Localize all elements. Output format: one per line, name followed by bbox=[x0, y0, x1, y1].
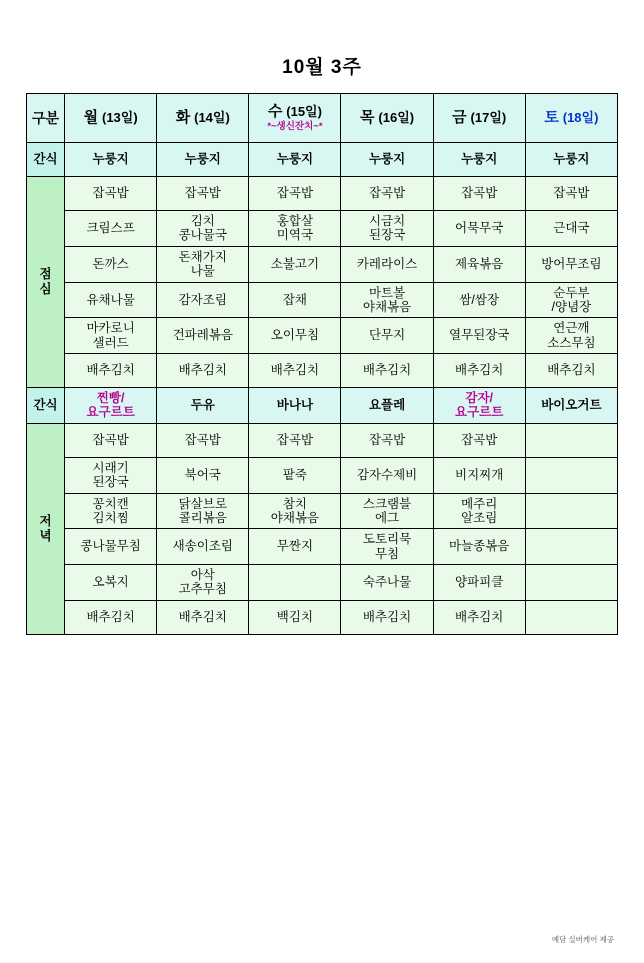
dinner-cell-4-4: 양파피클 bbox=[433, 565, 525, 601]
lunch-cell-5-3: 배추김치 bbox=[341, 354, 433, 388]
dinner-cell-2-3: 스크램블 에그 bbox=[341, 493, 433, 529]
dinner-cell-3-1: 새송이조림 bbox=[157, 529, 249, 565]
lunch-cell-4-4: 열무된장국 bbox=[433, 318, 525, 354]
lunch-cell-0-2: 잡곡밥 bbox=[249, 177, 341, 211]
lunch-cell-2-5: 방어무조림 bbox=[525, 246, 617, 282]
dinner-cell-5-0: 배추김치 bbox=[65, 600, 157, 634]
footer-credit: 예담 실버케어 제공 bbox=[551, 935, 614, 944]
dinner-cell-1-5 bbox=[525, 457, 617, 493]
lunch-cell-4-0: 마카로니 샐러드 bbox=[65, 318, 157, 354]
snack2-cell-4: 감자/ 요구르트 bbox=[433, 388, 525, 424]
lunch-cell-0-3: 잡곡밥 bbox=[341, 177, 433, 211]
snack2-cell-1: 두유 bbox=[157, 388, 249, 424]
dinner-cell-2-0: 꽁치캔 김치찜 bbox=[65, 493, 157, 529]
lunch-row-3 bbox=[27, 282, 618, 318]
dinner-row-1 bbox=[27, 457, 618, 493]
dinner-cell-4-1: 아삭 고추무침 bbox=[157, 565, 249, 601]
lunch-cell-2-3: 카레라이스 bbox=[341, 246, 433, 282]
menu-page bbox=[0, 52, 644, 963]
dinner-cell-1-4: 비지찌개 bbox=[433, 457, 525, 493]
dinner-cell-2-2: 참치 야채볶음 bbox=[249, 493, 341, 529]
lunch-cell-2-2: 소불고기 bbox=[249, 246, 341, 282]
snack1-cell-1: 누룽지 bbox=[157, 143, 249, 177]
header-day-3: 목 (16일) bbox=[341, 94, 433, 143]
lunch-cell-1-4: 어묵무국 bbox=[433, 211, 525, 247]
dinner-cell-1-3: 감자수제비 bbox=[341, 457, 433, 493]
dinner-cell-0-0: 잡곡밥 bbox=[65, 423, 157, 457]
dinner-row-2 bbox=[27, 493, 618, 529]
snack2-cell-3: 요플레 bbox=[341, 388, 433, 424]
dinner-cell-4-2 bbox=[249, 565, 341, 601]
lunch-cell-3-4: 쌈/쌈장 bbox=[433, 282, 525, 318]
lunch-row-1 bbox=[27, 211, 618, 247]
header-day-2: 수 (15일) *~생신잔치~* bbox=[249, 94, 341, 143]
dinner-row-4 bbox=[27, 565, 618, 601]
snack2-cell-5: 바이오거트 bbox=[525, 388, 617, 424]
dinner-cell-0-3: 잡곡밥 bbox=[341, 423, 433, 457]
dinner-cell-4-0: 오복지 bbox=[65, 565, 157, 601]
header-day-1: 화 (14일) bbox=[157, 94, 249, 143]
lunch-cell-1-3: 시금치 된장국 bbox=[341, 211, 433, 247]
dinner-cell-4-3: 숙주나물 bbox=[341, 565, 433, 601]
lunch-cell-4-3: 단무지 bbox=[341, 318, 433, 354]
dinner-cell-3-4: 마늘종볶음 bbox=[433, 529, 525, 565]
lunch-row-0 bbox=[27, 177, 618, 211]
header-day-4: 금 (17일) bbox=[433, 94, 525, 143]
snack1-cell-0: 누룽지 bbox=[65, 143, 157, 177]
dinner-cell-3-0: 콩나물무침 bbox=[65, 529, 157, 565]
lunch-cell-4-1: 건파레볶음 bbox=[157, 318, 249, 354]
dinner-cell-0-5 bbox=[525, 423, 617, 457]
lunch-cell-5-1: 배추김치 bbox=[157, 354, 249, 388]
snack-row-2 bbox=[27, 388, 618, 424]
lunch-cell-3-1: 감자조림 bbox=[157, 282, 249, 318]
snack-row-1 bbox=[27, 143, 618, 177]
dinner-cell-5-2: 백김치 bbox=[249, 600, 341, 634]
lunch-cell-2-1: 돈채가지 나물 bbox=[157, 246, 249, 282]
lunch-cell-3-2: 잡채 bbox=[249, 282, 341, 318]
dinner-cell-3-2: 무짠지 bbox=[249, 529, 341, 565]
dinner-cell-3-5 bbox=[525, 529, 617, 565]
snack2-cell-0: 찐빵/ 요구르트 bbox=[65, 388, 157, 424]
dinner-cell-1-2: 팥죽 bbox=[249, 457, 341, 493]
lunch-cell-5-4: 배추김치 bbox=[433, 354, 525, 388]
page-title: 10월 3주 bbox=[282, 57, 362, 78]
dinner-cell-5-4: 배추김치 bbox=[433, 600, 525, 634]
row-label-dinner: 저 녁 bbox=[27, 423, 65, 634]
lunch-cell-0-5: 잡곡밥 bbox=[525, 177, 617, 211]
lunch-cell-5-0: 배추김치 bbox=[65, 354, 157, 388]
dinner-cell-1-0: 시래기 된장국 bbox=[65, 457, 157, 493]
header-label-cell: 구분 bbox=[27, 94, 65, 143]
dinner-cell-3-3: 도토리묵 무침 bbox=[341, 529, 433, 565]
header-day-5: 토 (18일) bbox=[525, 94, 617, 143]
dinner-cell-1-1: 북어국 bbox=[157, 457, 249, 493]
lunch-cell-3-5: 순두부 /양념장 bbox=[525, 282, 617, 318]
row-label-snack-2: 간식 bbox=[27, 388, 65, 424]
lunch-cell-0-1: 잡곡밥 bbox=[157, 177, 249, 211]
dinner-cell-5-5 bbox=[525, 600, 617, 634]
dinner-row-5 bbox=[27, 600, 618, 634]
lunch-cell-3-3: 마트볼 야채볶음 bbox=[341, 282, 433, 318]
lunch-cell-5-2: 배추김치 bbox=[249, 354, 341, 388]
lunch-cell-1-5: 근대국 bbox=[525, 211, 617, 247]
weekly-menu-table bbox=[26, 93, 618, 635]
dinner-cell-5-3: 배추김치 bbox=[341, 600, 433, 634]
dinner-row-0 bbox=[27, 423, 618, 457]
lunch-cell-2-0: 돈까스 bbox=[65, 246, 157, 282]
dinner-cell-0-2: 잡곡밥 bbox=[249, 423, 341, 457]
snack1-cell-4: 누룽지 bbox=[433, 143, 525, 177]
table-header-row bbox=[27, 94, 618, 143]
lunch-cell-4-5: 연근깨 소스무침 bbox=[525, 318, 617, 354]
header-day-0: 월 (13일) bbox=[65, 94, 157, 143]
dinner-cell-2-1: 닭살브로 콜리볶음 bbox=[157, 493, 249, 529]
dinner-cell-5-1: 배추김치 bbox=[157, 600, 249, 634]
snack2-cell-2: 바나나 bbox=[249, 388, 341, 424]
lunch-cell-0-4: 잡곡밥 bbox=[433, 177, 525, 211]
dinner-cell-0-1: 잡곡밥 bbox=[157, 423, 249, 457]
dinner-cell-0-4: 잡곡밥 bbox=[433, 423, 525, 457]
dinner-row-3 bbox=[27, 529, 618, 565]
lunch-cell-4-2: 오이무침 bbox=[249, 318, 341, 354]
lunch-row-5 bbox=[27, 354, 618, 388]
lunch-cell-3-0: 유채나물 bbox=[65, 282, 157, 318]
lunch-cell-0-0: 잡곡밥 bbox=[65, 177, 157, 211]
lunch-row-2 bbox=[27, 246, 618, 282]
lunch-cell-2-4: 제육볶음 bbox=[433, 246, 525, 282]
lunch-cell-5-5: 배추김치 bbox=[525, 354, 617, 388]
snack1-cell-5: 누룽지 bbox=[525, 143, 617, 177]
lunch-cell-1-1: 김치 콩나물국 bbox=[157, 211, 249, 247]
row-label-lunch: 점 심 bbox=[27, 177, 65, 388]
lunch-row-4 bbox=[27, 318, 618, 354]
snack1-cell-2: 누룽지 bbox=[249, 143, 341, 177]
row-label-snack-1: 간식 bbox=[27, 143, 65, 177]
lunch-cell-1-0: 크림스프 bbox=[65, 211, 157, 247]
dinner-cell-4-5 bbox=[525, 565, 617, 601]
dinner-cell-2-5 bbox=[525, 493, 617, 529]
lunch-cell-1-2: 홍합살 미역국 bbox=[249, 211, 341, 247]
dinner-cell-2-4: 메주리 알조림 bbox=[433, 493, 525, 529]
snack1-cell-3: 누룽지 bbox=[341, 143, 433, 177]
